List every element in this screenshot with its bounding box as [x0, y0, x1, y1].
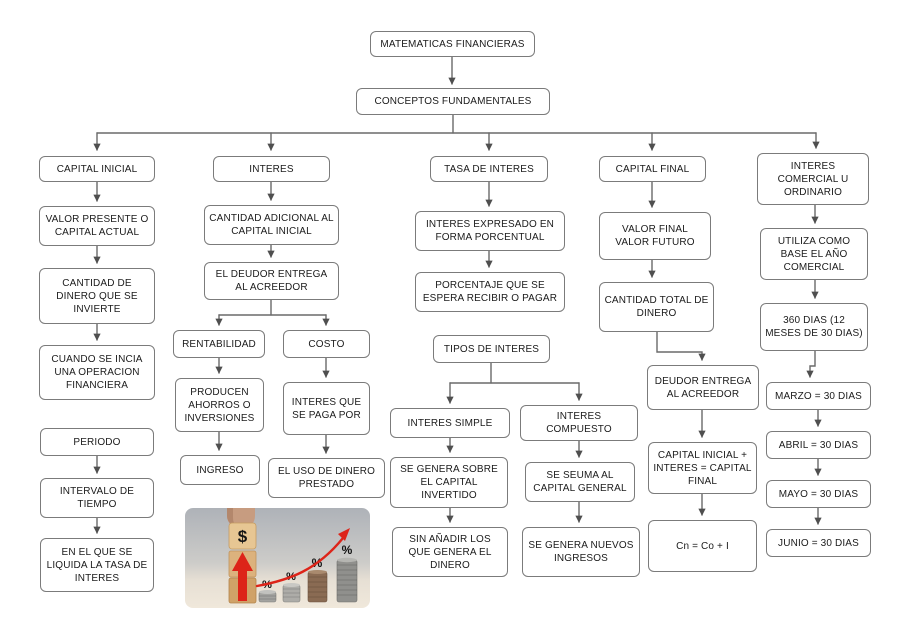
percent-symbol: % [311, 556, 323, 570]
node-ingreso: INGRESO [180, 455, 260, 485]
node-periodo: PERIODO [40, 428, 154, 456]
node-360-dias: 360 DIAS (12 MESES DE 30 DIAS) [760, 303, 868, 351]
node-conceptos-fundamentales: CONCEPTOS FUNDAMENTALES [356, 88, 550, 115]
node-intervalo-tiempo: INTERVALO DE TIEMPO [40, 478, 154, 518]
node-cantidad-total: CANTIDAD TOTAL DE DINERO [599, 282, 714, 332]
node-mayo: MAYO = 30 DIAS [766, 480, 871, 508]
node-valor-presente: VALOR PRESENTE O CAPITAL ACTUAL [39, 206, 155, 246]
dollar-symbol: $ [237, 527, 248, 546]
connector [810, 351, 815, 377]
connector [657, 332, 702, 360]
node-interes-simple: INTERES SIMPLE [390, 408, 510, 438]
node-cantidad-adicional: CANTIDAD ADICIONAL AL CAPITAL INICIAL [204, 205, 339, 245]
node-interes-comercial: INTERES COMERCIAL U ORDINARIO [757, 153, 869, 205]
node-utiliza-base: UTILIZA COMO BASE EL AÑO COMERCIAL [760, 228, 868, 280]
node-abril: ABRIL = 30 DIAS [766, 431, 871, 459]
node-valor-final: VALOR FINAL VALOR FUTURO [599, 212, 711, 260]
node-tasa-interes: TASA DE INTERES [430, 156, 548, 182]
node-genera-sobre: SE GENERA SOBRE EL CAPITAL INVERTIDO [390, 457, 508, 508]
node-porcentaje: PORCENTAJE QUE SE ESPERA RECIBIR O PAGAR [415, 272, 565, 312]
node-producen-ahorros: PRODUCEN AHORROS O INVERSIONES [175, 378, 264, 432]
node-deudor-entrega-2: DEUDOR ENTREGA AL ACREEDOR [647, 365, 759, 410]
node-cantidad-dinero: CANTIDAD DE DINERO QUE SE INVIERTE [39, 268, 155, 324]
node-junio: JUNIO = 30 DIAS [766, 529, 871, 557]
node-interes-expresado: INTERES EXPRESADO EN FORMA PORCENTUAL [415, 211, 565, 251]
percent-symbol: % [286, 571, 296, 583]
percent-symbol: % [262, 579, 272, 591]
money-growth-illustration [185, 508, 370, 608]
node-rentabilidad: RENTABILIDAD [173, 330, 265, 358]
node-tipos-interes: TIPOS DE INTERES [433, 335, 550, 363]
node-interes: INTERES [213, 156, 330, 182]
node-sin-anadir: SIN AÑADIR LOS QUE GENERA EL DINERO [392, 527, 508, 577]
node-uso-dinero: EL USO DE DINERO PRESTADO [268, 458, 385, 498]
node-capital-inicial: CAPITAL INICIAL [39, 156, 155, 182]
node-seuma-capital: SE SEUMA AL CAPITAL GENERAL [525, 462, 635, 502]
node-cuando-inicia: CUANDO SE INCIA UNA OPERACION FINANCIERA [39, 345, 155, 400]
node-nuevos-ingresos: SE GENERA NUEVOS INGRESOS [522, 527, 640, 577]
node-costo: COSTO [283, 330, 370, 358]
node-interes-compuesto: INTERES COMPUESTO [520, 405, 638, 441]
percent-symbol: % [341, 543, 353, 557]
node-formula-texto: CAPITAL INICIAL + INTERES = CAPITAL FINAL [648, 442, 757, 494]
node-interes-paga: INTERES QUE SE PAGA POR [283, 382, 370, 435]
node-capital-final: CAPITAL FINAL [599, 156, 706, 182]
node-marzo: MARZO = 30 DIAS [766, 382, 871, 410]
node-formula: Cn = Co + I [648, 520, 757, 572]
node-liquida-tasa: EN EL QUE SE LIQUIDA LA TASA DE INTERES [40, 538, 154, 592]
node-root-title: MATEMATICAS FINANCIERAS [370, 31, 535, 57]
node-deudor-entrega: EL DEUDOR ENTREGA AL ACREEDOR [204, 262, 339, 300]
money-growth-photo [185, 508, 370, 608]
